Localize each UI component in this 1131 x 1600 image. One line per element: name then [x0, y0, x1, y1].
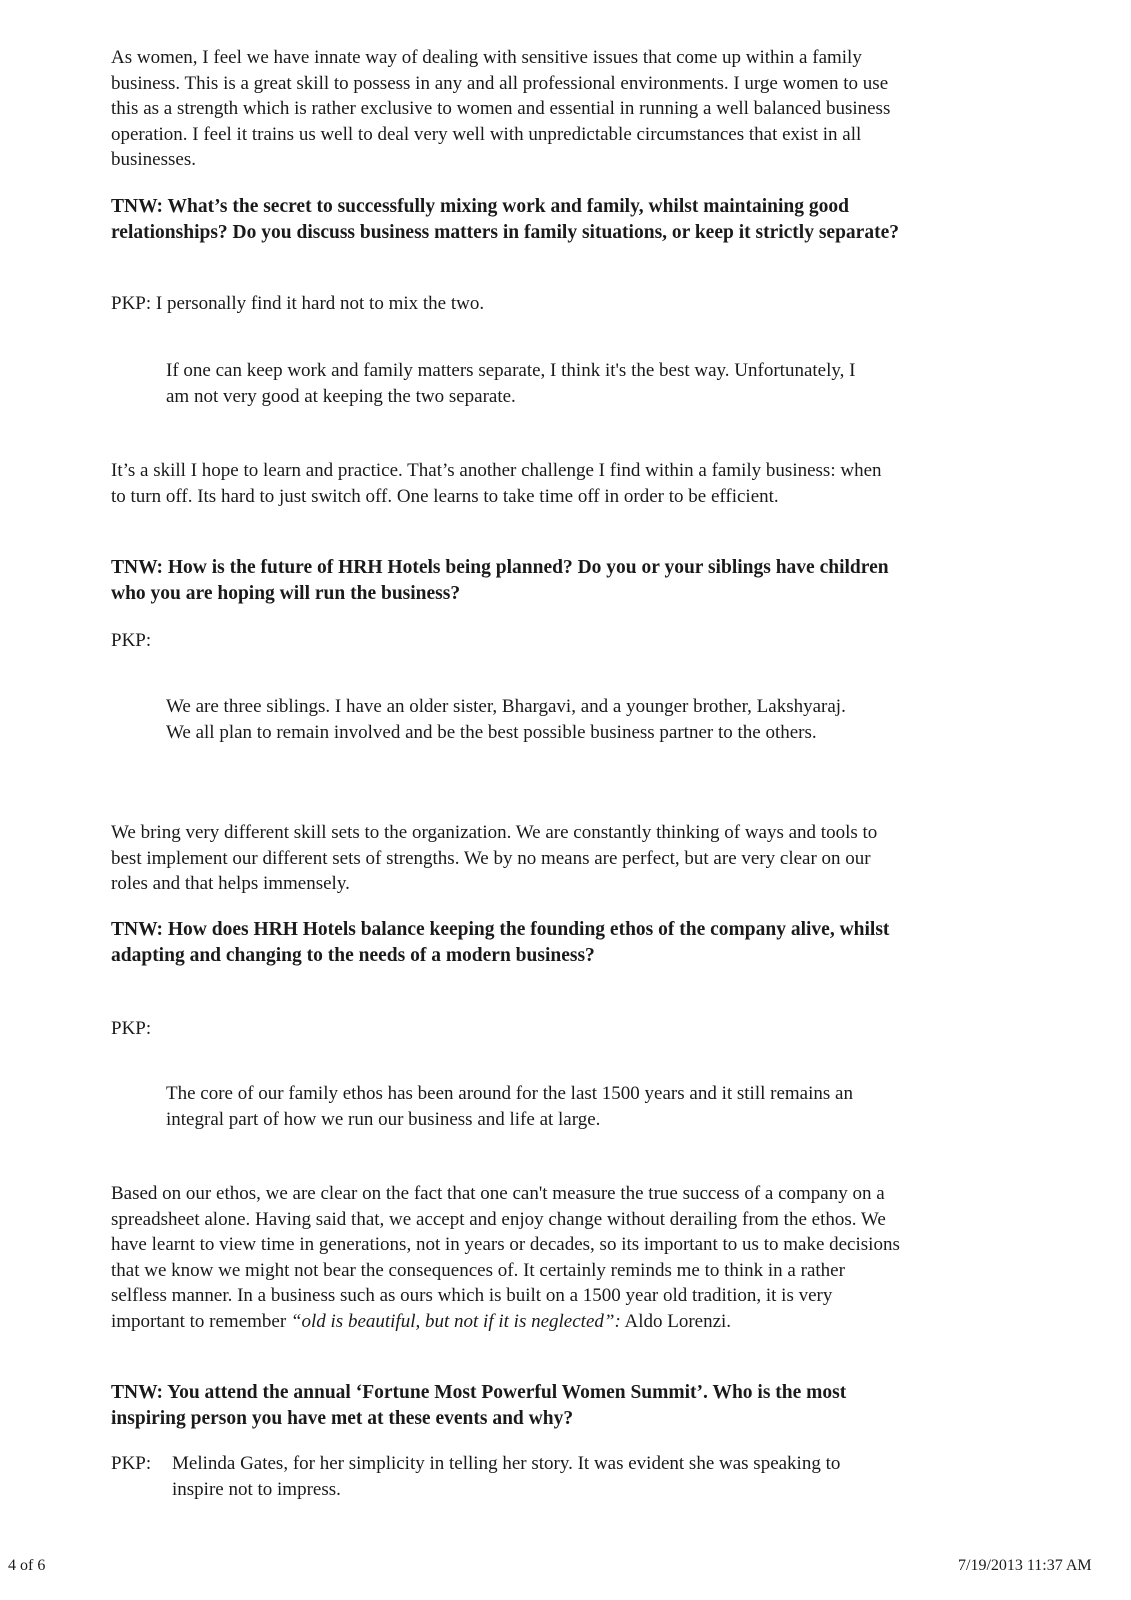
answer-speaker-label: PKP:	[111, 1453, 152, 1474]
answer-inspiring-text: Melinda Gates, for her simplicity in telling her story. It was evident she was speaking to inspire not to impress.	[172, 1453, 841, 1500]
answer-ethos-body-end: Aldo Lorenzi.	[620, 1310, 732, 1332]
answer-work-family-body: It’s a skill I hope to learn and practice. That’s another challenge I find within a family business: when to turn off. Its hard to just switch off. One learns to take time off in order to be efficient.	[111, 460, 882, 507]
aldo-lorenzi-quote: “old is beautiful, but not if it is neglected”:	[290, 1310, 621, 1332]
question-work-family: TNW: What’s the secret to successfully mixing work and family, whilst maintaining good relationships? Do you discuss business matters in family situations, or keep it strictly separate?	[111, 196, 899, 243]
answer-ethos-quote: The core of our family ethos has been around for the last 1500 years and it still remains an integral part of how we run our business and life at large.	[166, 1083, 853, 1130]
answer-work-family-quote: If one can keep work and family matters separate, I think it's the best way. Unfortunately, I am not very good at keeping the two separate.	[166, 360, 856, 407]
answer-future-lead: PKP:	[111, 630, 152, 651]
paragraph-women-skills: As women, I feel we have innate way of dealing with sensitive issues that come up within a family business. This is a great skill to possess in any and all professional environments. I urge women to use this as a strength which is rather exclusive to women and essential in running a well balanced business operation. I feel it trains us well to deal very well with unpredictable circumstances that exist in all businesses.	[111, 47, 891, 170]
print-timestamp: 7/19/2013 11:37 AM	[958, 1557, 1092, 1574]
page-indicator: 4 of 6	[8, 1557, 46, 1574]
answer-ethos-body-start: Based on our ethos, we are clear on the fact that one can't measure the true success of a company on a spreadsheet alone. Having said that, we accept and enjoy change without derailing from the ethos. We have learnt to view time in generations, not in years or decades, so its important to us to make decisions that we know we might not bear the consequences of. It certainly reminds me to think in a rather selfless manner. In a business such as ours which is built on a 1500 year old tradition, it is very important to remember	[111, 1183, 900, 1332]
answer-ethos-body	[111, 1181, 901, 1334]
answer-ethos-lead: PKP:	[111, 1018, 152, 1039]
answer-future-body: We bring very different skill sets to the organization. We are constantly thinking of ways and tools to best implement our different sets of strengths. We by no means are perfect, but are very clear on our roles and that helps immensely.	[111, 822, 878, 894]
question-future-planning: TNW: How is the future of HRH Hotels being planned? Do you or your siblings have children who you are hoping will run the business?	[111, 557, 889, 604]
question-founding-ethos: TNW: How does HRH Hotels balance keeping the founding ethos of the company alive, whilst adapting and changing to the needs of a modern business?	[111, 919, 890, 966]
question-inspiring-person: TNW: You attend the annual ‘Fortune Most Powerful Women Summit’. Who is the most inspiring person you have met at these events and why?	[111, 1382, 847, 1429]
answer-work-family-lead: PKP: I personally find it hard not to mix the two.	[111, 293, 485, 314]
answer-future-quote: We are three siblings. I have an older sister, Bhargavi, and a younger brother, Lakshyaraj. We all plan to remain involved and be the best possible business partner to the others.	[166, 696, 846, 743]
